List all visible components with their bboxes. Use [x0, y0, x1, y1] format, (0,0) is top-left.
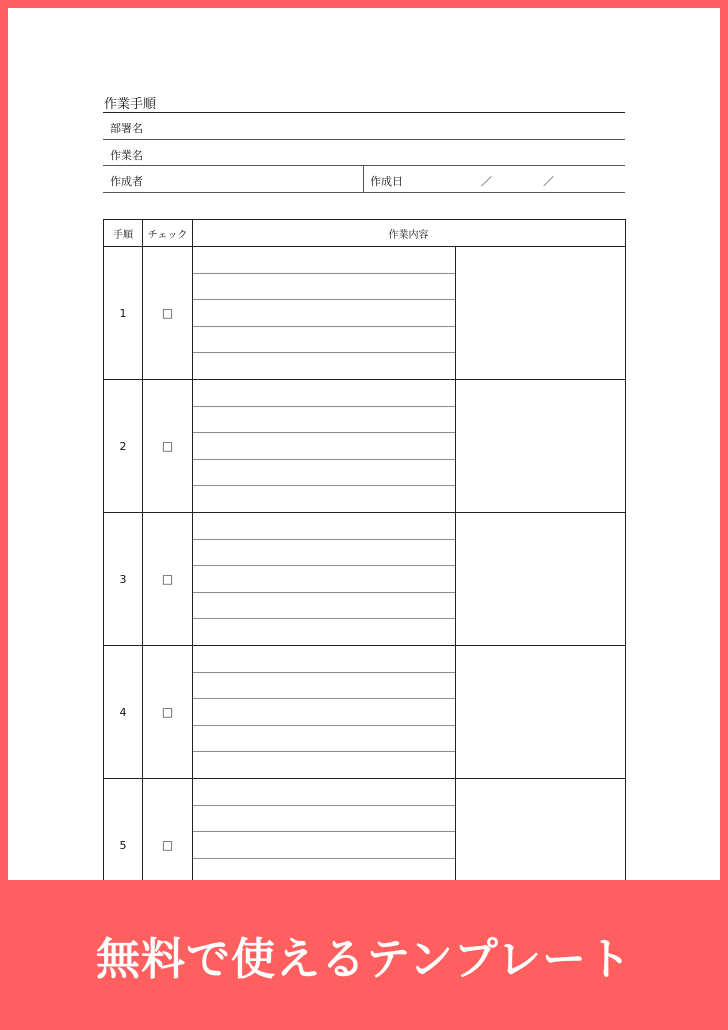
task-name-row [103, 140, 625, 167]
content-line[interactable] [193, 460, 455, 487]
step-checkbox[interactable]: □ [143, 513, 193, 645]
table-row [104, 779, 625, 880]
content-line[interactable] [193, 327, 455, 354]
content-line[interactable] [193, 300, 455, 327]
banner-text: 無料で使えるテンプレート [95, 934, 633, 985]
header-fields [103, 112, 625, 193]
content-line[interactable] [193, 513, 455, 540]
step-number: 4 [104, 646, 143, 778]
content-line[interactable] [193, 566, 455, 593]
notes-cell[interactable] [456, 380, 625, 512]
content-lines [193, 380, 456, 512]
step-checkbox[interactable]: □ [143, 247, 193, 379]
date-label: 作成日 [370, 175, 403, 188]
task-name-label: 作業名 [110, 148, 143, 162]
content-line[interactable] [193, 619, 455, 645]
header-content: 作業内容 [388, 229, 429, 241]
content-line[interactable] [193, 752, 455, 778]
notes-cell[interactable] [456, 513, 625, 645]
content-line[interactable] [193, 673, 455, 700]
step-number: 5 [104, 779, 143, 880]
content-lines [193, 779, 456, 880]
content-lines [193, 513, 456, 645]
step-checkbox[interactable]: □ [143, 380, 193, 512]
author-date-row [103, 166, 625, 193]
table-row [104, 380, 625, 513]
department-label: 部署名 [110, 122, 143, 135]
content-line[interactable] [193, 699, 455, 726]
department-row [103, 113, 625, 140]
table-row [104, 646, 625, 779]
content-line[interactable] [193, 646, 455, 673]
content-line[interactable] [193, 726, 455, 753]
table-row [104, 513, 625, 646]
content-lines [193, 646, 456, 778]
date-separator-day: ／ [543, 175, 554, 188]
notes-cell[interactable] [456, 247, 625, 379]
step-number: 1 [104, 247, 143, 379]
content-line[interactable] [193, 247, 455, 274]
notes-cell[interactable] [456, 779, 625, 880]
content-line[interactable] [193, 353, 455, 379]
procedure-table [103, 219, 626, 880]
content-line[interactable] [193, 832, 455, 859]
step-checkbox[interactable]: □ [143, 646, 193, 778]
document-title: 作業手順 [104, 97, 157, 112]
content-line[interactable] [193, 407, 455, 434]
content-line[interactable] [193, 274, 455, 301]
content-line[interactable] [193, 593, 455, 620]
content-line[interactable] [193, 433, 455, 460]
content-lines [193, 247, 456, 379]
notes-cell[interactable] [456, 646, 625, 778]
table-header [104, 220, 625, 247]
field-divider [363, 166, 364, 192]
content-line[interactable] [193, 859, 455, 880]
date-separator-month: ／ [481, 175, 492, 188]
table-row [104, 247, 625, 380]
step-rows [104, 247, 625, 880]
header-check: チェック [143, 220, 193, 246]
author-label: 作成者 [110, 175, 143, 188]
content-line[interactable] [193, 779, 455, 806]
content-line[interactable] [193, 486, 455, 512]
header-step: 手順 [104, 220, 143, 246]
content-line[interactable] [193, 540, 455, 567]
content-line[interactable] [193, 380, 455, 407]
step-number: 2 [104, 380, 143, 512]
document-page [8, 8, 720, 880]
step-number: 3 [104, 513, 143, 645]
promo-banner [0, 880, 728, 1030]
step-checkbox[interactable]: □ [143, 779, 193, 880]
content-line[interactable] [193, 806, 455, 833]
